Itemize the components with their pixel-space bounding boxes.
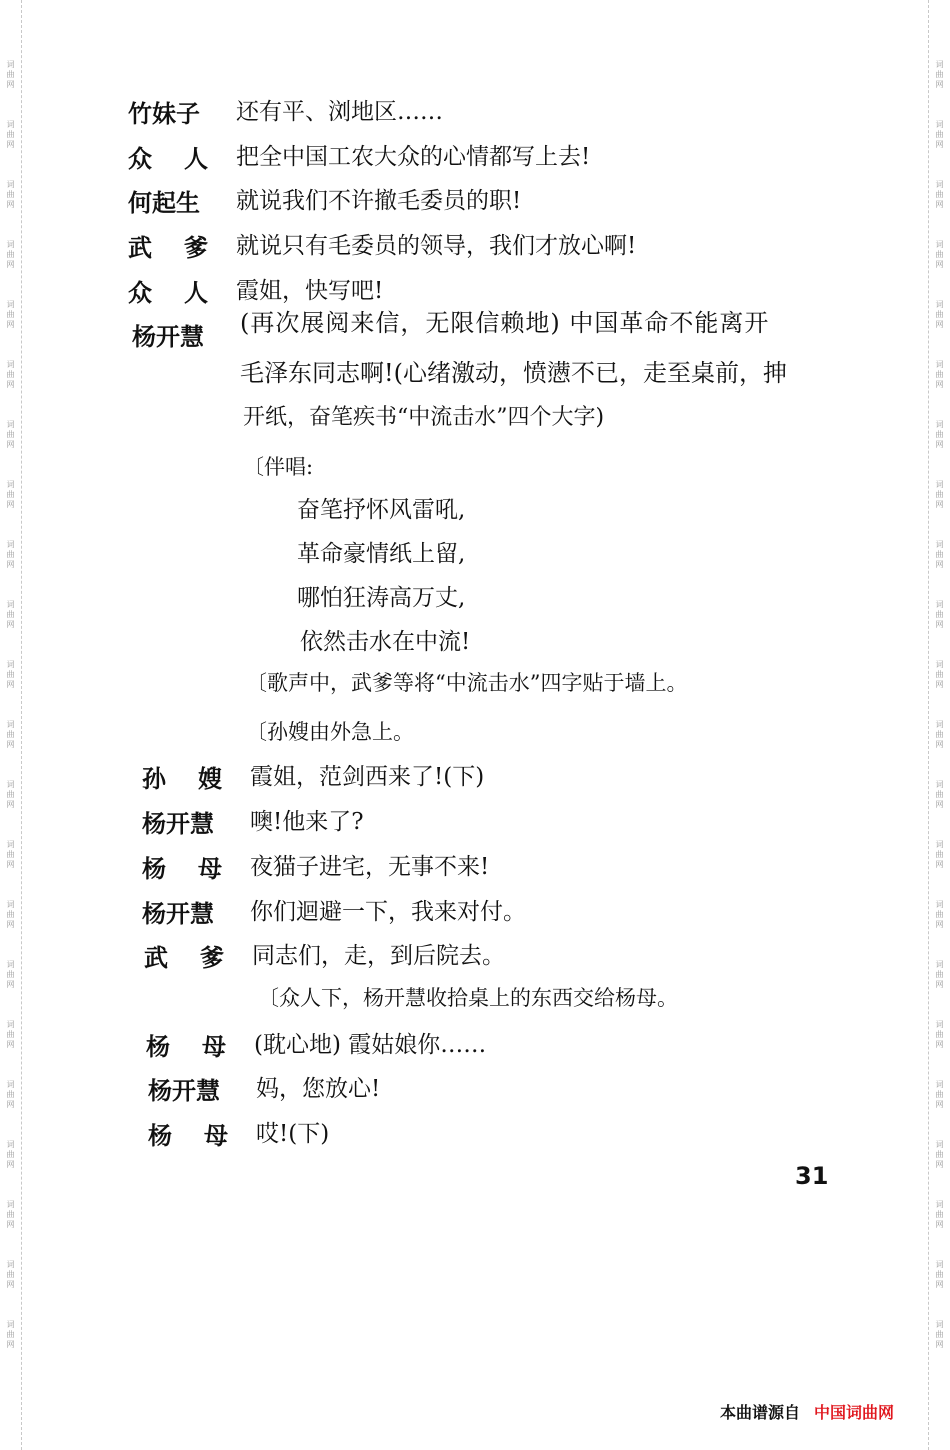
watermark-text: 词曲网 bbox=[935, 900, 944, 929]
watermark-text: 词曲网 bbox=[6, 480, 15, 509]
dialogue-continuation: 开纸，奋笔疾书“中流击水”四个大字) bbox=[243, 405, 605, 430]
source-footer bbox=[720, 1400, 894, 1423]
watermark-text: 词曲网 bbox=[6, 120, 15, 149]
speaker-name bbox=[144, 943, 224, 973]
watermark-text: 词曲网 bbox=[6, 360, 15, 389]
chorus-label: 〔伴唱: bbox=[243, 455, 314, 479]
speaker-char: 母 bbox=[198, 855, 222, 883]
speaker-name: 杨开慧 bbox=[148, 1077, 220, 1105]
speaker-char: 母 bbox=[204, 1122, 228, 1150]
speaker-name: 杨开慧 bbox=[142, 810, 214, 838]
dialogue-line: 就说只有毛委员的领导，我们才放心啊! bbox=[236, 233, 637, 259]
dialogue-line: 噢!他来了? bbox=[250, 809, 364, 835]
footer-site-link[interactable]: 中国词曲网 bbox=[814, 1403, 895, 1422]
speaker-char: 爹 bbox=[200, 944, 224, 972]
watermark-text: 词曲网 bbox=[6, 720, 15, 749]
speaker-name bbox=[128, 144, 208, 174]
watermark-text: 词曲网 bbox=[6, 60, 15, 89]
lyric-line: 哪怕狂涛高万丈, bbox=[297, 585, 466, 611]
dialogue-line: 就说我们不许撤毛委员的职! bbox=[236, 188, 522, 214]
speaker-name bbox=[148, 1121, 228, 1151]
watermark-text: 词曲网 bbox=[6, 840, 15, 869]
watermark-text: 词曲网 bbox=[6, 240, 15, 269]
page-number: 31 bbox=[795, 1162, 829, 1190]
watermark-text: 词曲网 bbox=[6, 660, 15, 689]
stage-direction: 〔孙嫂由外急上。 bbox=[246, 720, 414, 744]
watermark-text: 词曲网 bbox=[935, 1200, 944, 1229]
right-watermark-strip bbox=[928, 0, 950, 1450]
speaker-name: 杨开慧 bbox=[142, 900, 214, 928]
watermark-text: 词曲网 bbox=[935, 480, 944, 509]
speaker-char: 众 bbox=[128, 145, 152, 173]
watermark-text: 词曲网 bbox=[935, 960, 944, 989]
watermark-text: 词曲网 bbox=[935, 780, 944, 809]
stage-direction: 〔歌声中，武爹等将“中流击水”四字贴于墙上。 bbox=[246, 671, 688, 695]
watermark-text: 词曲网 bbox=[935, 240, 944, 269]
speaker-name: 何起生 bbox=[128, 189, 200, 217]
watermark-text: 词曲网 bbox=[6, 420, 15, 449]
lyric-line: 革命豪情纸上留, bbox=[297, 541, 466, 567]
watermark-text: 词曲网 bbox=[935, 1080, 944, 1109]
watermark-text: 词曲网 bbox=[6, 780, 15, 809]
dialogue-line: 把全中国工农大众的心情都写上去! bbox=[236, 144, 591, 170]
watermark-text: 词曲网 bbox=[935, 1260, 944, 1289]
speaker-name bbox=[142, 764, 222, 794]
dialogue-line: 还有平、浏地区…… bbox=[236, 99, 443, 125]
watermark-text: 词曲网 bbox=[935, 360, 944, 389]
dialogue-line: 霞姐，范剑西来了!(下) bbox=[250, 764, 485, 790]
watermark-text: 词曲网 bbox=[6, 1320, 15, 1349]
dialogue-line: (再次展阅来信，无限信赖地) 中国革命不能离开 bbox=[240, 309, 770, 337]
speaker-char: 杨 bbox=[142, 855, 166, 883]
watermark-text: 词曲网 bbox=[6, 540, 15, 569]
watermark-text: 词曲网 bbox=[6, 1080, 15, 1109]
watermark-text: 词曲网 bbox=[6, 1020, 15, 1049]
speaker-char: 孙 bbox=[142, 765, 166, 793]
watermark-text: 词曲网 bbox=[935, 720, 944, 749]
watermark-text: 词曲网 bbox=[935, 420, 944, 449]
watermark-text: 词曲网 bbox=[935, 120, 944, 149]
speaker-char: 武 bbox=[128, 234, 152, 262]
speaker-name bbox=[128, 233, 208, 263]
speaker-char: 嫂 bbox=[198, 765, 222, 793]
speaker-char: 杨 bbox=[146, 1033, 170, 1061]
watermark-text: 词曲网 bbox=[935, 300, 944, 329]
watermark-text: 词曲网 bbox=[935, 660, 944, 689]
speaker-name bbox=[128, 278, 208, 308]
speaker-char: 杨 bbox=[148, 1122, 172, 1150]
watermark-text: 词曲网 bbox=[935, 60, 944, 89]
speaker-char: 爹 bbox=[184, 234, 208, 262]
speaker-char: 人 bbox=[184, 279, 208, 307]
watermark-text: 词曲网 bbox=[935, 1140, 944, 1169]
watermark-text: 词曲网 bbox=[935, 1020, 944, 1049]
watermark-text: 词曲网 bbox=[6, 300, 15, 329]
watermark-text: 词曲网 bbox=[6, 180, 15, 209]
watermark-text: 词曲网 bbox=[935, 180, 944, 209]
watermark-text: 词曲网 bbox=[935, 540, 944, 569]
footer-source-label: 本曲谱源自 bbox=[720, 1403, 801, 1422]
speaker-char: 众 bbox=[128, 279, 152, 307]
watermark-text: 词曲网 bbox=[6, 1200, 15, 1229]
speaker-char: 武 bbox=[144, 944, 168, 972]
watermark-text: 词曲网 bbox=[935, 600, 944, 629]
speaker-name bbox=[146, 1032, 226, 1062]
dialogue-line: 夜猫子进宅，无事不来! bbox=[250, 854, 490, 880]
watermark-text: 词曲网 bbox=[6, 1260, 15, 1289]
dialogue-continuation: 毛泽东同志啊!(心绪激动，愤懑不已，走至桌前，抻 bbox=[240, 359, 788, 387]
watermark-text: 词曲网 bbox=[6, 600, 15, 629]
dialogue-line: 哎!(下) bbox=[256, 1121, 330, 1147]
speaker-char: 母 bbox=[202, 1033, 226, 1061]
lyric-line: 奋笔抒怀风雷吼, bbox=[297, 497, 466, 523]
speaker-name: 竹妹子 bbox=[128, 100, 200, 128]
speaker-name: 杨开慧 bbox=[132, 323, 204, 351]
dialogue-line: (耽心地) 霞姑娘你…… bbox=[254, 1032, 487, 1058]
speaker-name bbox=[142, 854, 222, 884]
watermark-text: 词曲网 bbox=[935, 1320, 944, 1349]
dialogue-line: 霞姐，快写吧! bbox=[236, 278, 384, 304]
dialogue-line: 妈，您放心! bbox=[256, 1076, 381, 1102]
watermark-text: 词曲网 bbox=[6, 960, 15, 989]
stage-direction: 〔众人下，杨开慧收拾桌上的东西交给杨母。 bbox=[258, 986, 678, 1010]
speaker-char: 人 bbox=[184, 145, 208, 173]
watermark-text: 词曲网 bbox=[6, 900, 15, 929]
dialogue-line: 你们迴避一下，我来对付。 bbox=[250, 899, 526, 925]
watermark-text: 词曲网 bbox=[6, 1140, 15, 1169]
dialogue-line: 同志们，走，到后院去。 bbox=[252, 943, 505, 969]
watermark-text: 词曲网 bbox=[935, 840, 944, 869]
lyric-line: 依然击水在中流! bbox=[300, 629, 471, 655]
left-watermark-strip bbox=[0, 0, 22, 1450]
